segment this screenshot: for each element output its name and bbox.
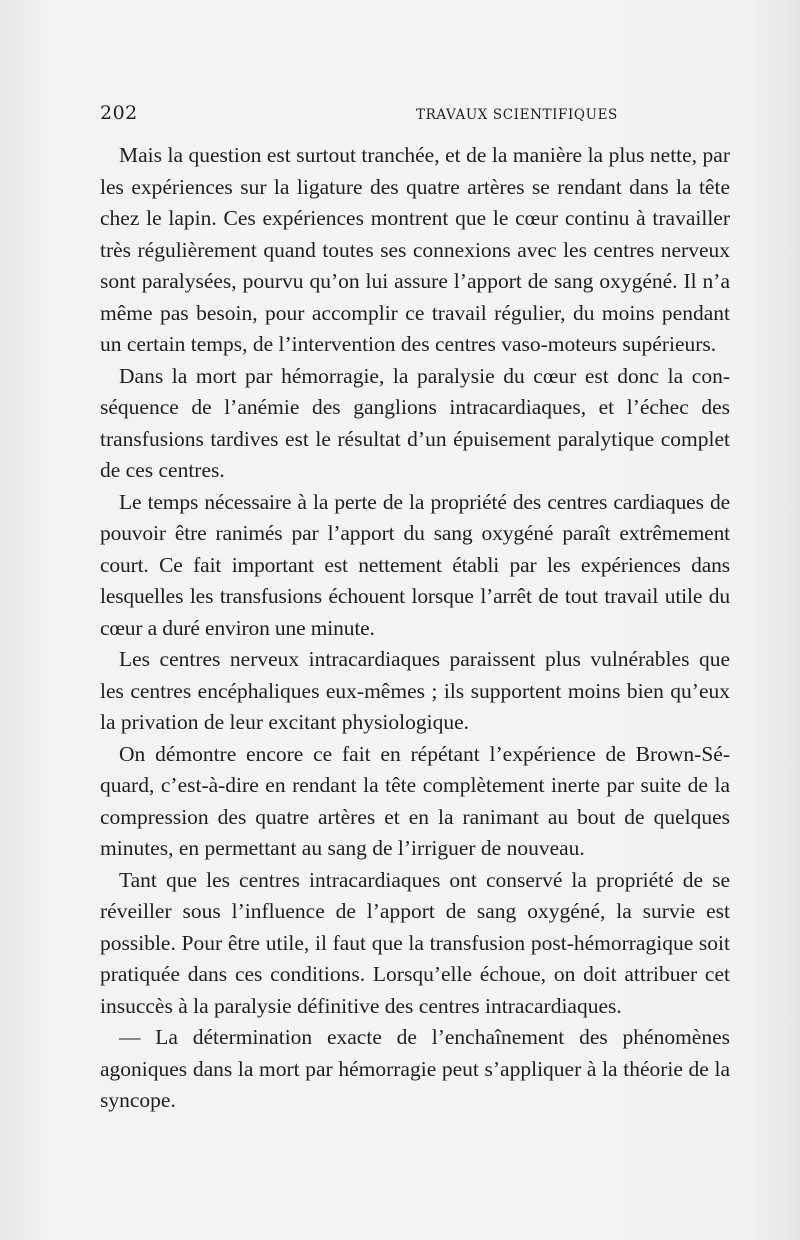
paragraph-hemorrhage-paralysis: Dans la mort par hémorragie, la paralysie du cœur est donc la conséquence de l’anémie des ganglions intracardiaques, et l’échec des transfusions tardives est le résultat d’un épuisement paralytique complet de ces centres. (100, 363, 730, 482)
paragraph-survival-condition: Tant que les centres intracardiaques ont conservé la propriété de se réveiller sous l’influence de l’apport de sang oxygéné, la survie est possible. Pour être utile, il faut que la transfusion post-hémorragique soit pratiquée dans ces conditions. Lorsqu’elle échoue, on doit attribuer cet insuccès à la paralysie définitive des centres intracardiaques. (100, 867, 730, 1018)
paragraph-syncope-theory: — La détermination exacte de l’enchaînement des phénomènes agoniques dans la mort par hémorragie peut s’appliquer à la théorie de la syncope. (100, 1025, 730, 1112)
running-title: TRAVAUX SCIENTIFIQUES (416, 107, 618, 123)
paragraph-ligature-experiments: Mais la question est surtout tranchée, et de la manière la plus nette, par les expériences sur la ligature des quatre artères se rendant dans la tête chez le lapin. Ces expériences montrent que le cœur continu à travailler très régulièrement quand toutes ses connexions avec les centres nerveux sont paralysées, pourvu qu’on lui assure l’apport de sang oxygéné. Il n’a même pas besoin, pour accomplir ce travail régulier, du moins pendant un certain temps, de l’intervention des centres vaso-moteurs supérieurs. (100, 143, 730, 356)
body-text (100, 140, 730, 1117)
paragraph-vulnerable-centres: Les centres nerveux intracardiaques paraissent plus vulnérables que les centres encéphaliques eux-mêmes ; ils supportent moins bien qu’eux la privation de leur excitant physiologique. (100, 647, 730, 734)
paragraph-brown-sequard: On démontre encore ce fait en répétant l’expérience de Brown-Séquard, c’est-à-dire en rendant la tête complètement inerte par suite de la compression des quatre artères et en la ranimant au bout de quelques minutes, en permettant au sang de l’irriguer de nouveau. (100, 741, 730, 860)
page-header (100, 102, 720, 132)
paragraph-time-necessary: Le temps nécessaire à la perte de la propriété des centres cardiaques de pouvoir être ranimés par l’apport du sang oxygéné paraît extrêmement court. Ce fait important est nettement établi par les expériences dans lesquelles les transfusions échouent lorsque l’arrêt de tout travail utile du cœur a duré environ une minute. (100, 489, 730, 640)
page-number: 202 (100, 102, 138, 124)
